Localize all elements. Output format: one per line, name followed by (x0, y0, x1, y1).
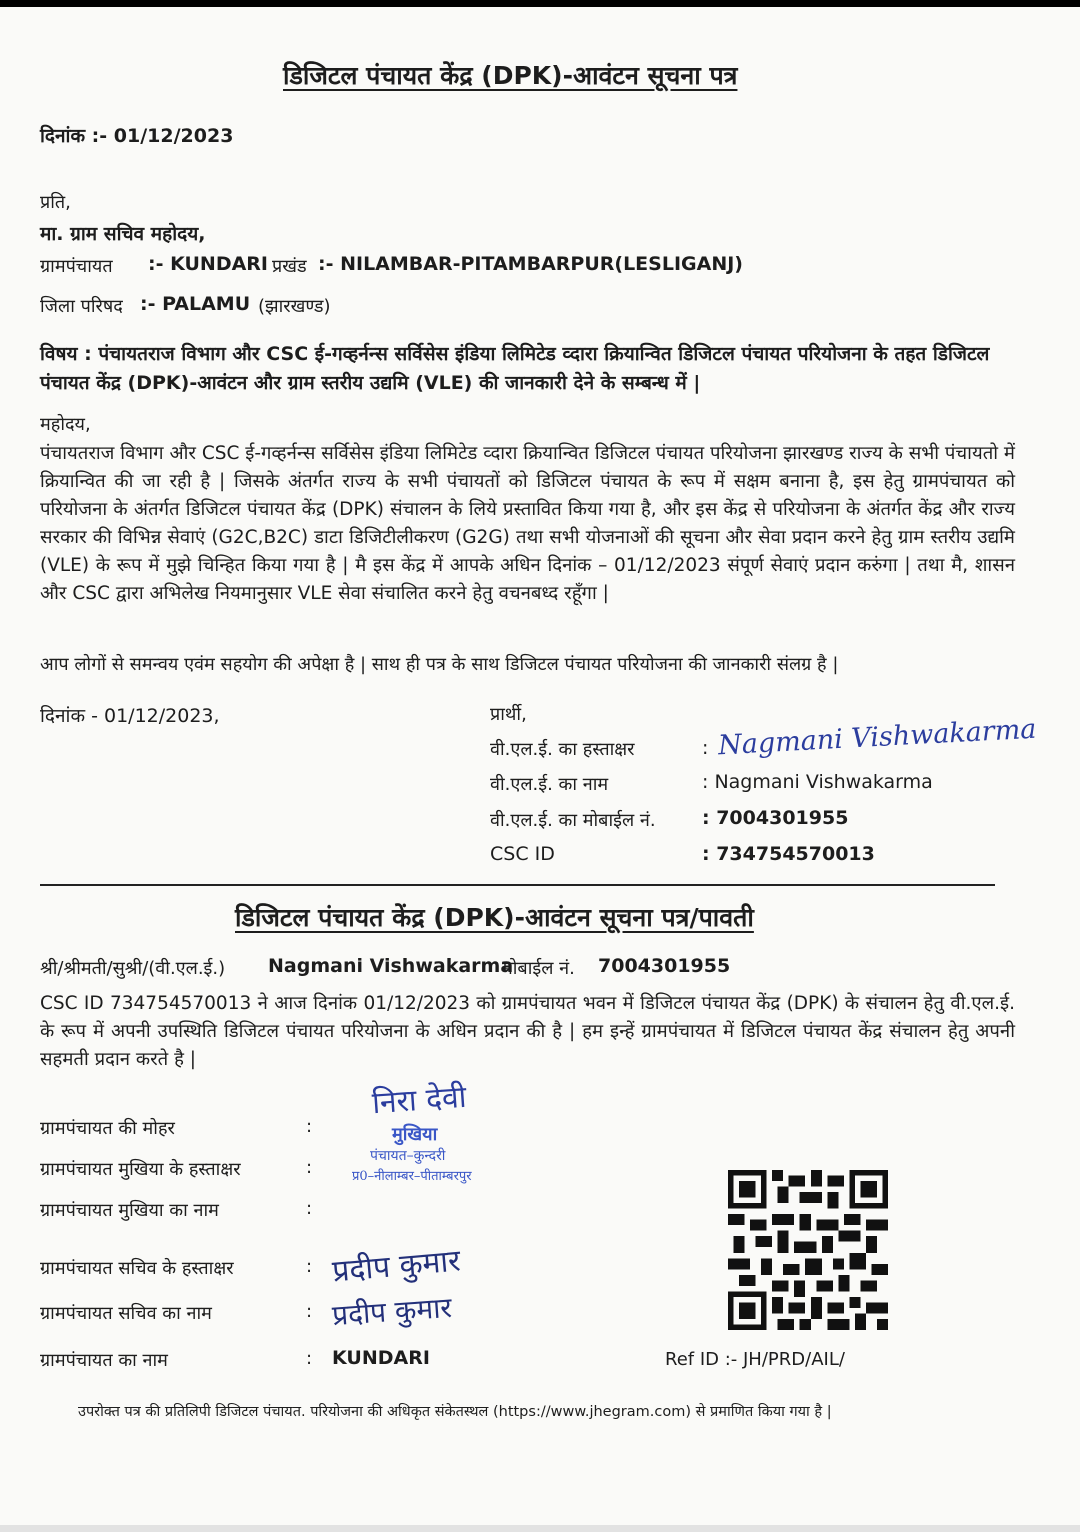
vle-signature-label: वी.एल.ई. का हस्ताक्षर (490, 739, 635, 760)
top-edge (0, 0, 1080, 7)
field-colon-secretary-signature: : (306, 1256, 313, 1277)
field-colon-mukhiya-signature: : (306, 1157, 313, 1178)
vle-name-value: : Nagmani Vishwakarma (702, 771, 933, 793)
field-label-mukhiya-name: ग्रामपंचायत मुखिया का नाम (40, 1200, 219, 1221)
csc-id-value: : 734754570013 (702, 843, 875, 865)
field-label-secretary-signature: ग्रामपंचायत सचिव के हस्ताक्षर (40, 1258, 234, 1279)
stamp-title: मुखिया (392, 1124, 438, 1145)
bottom-edge (0, 1525, 1080, 1532)
vle-mobile-label: वी.एल.ई. का मोबाईल नं. (490, 810, 656, 831)
ack-mobile: 7004301955 (598, 955, 731, 977)
salutation: महोदय, (40, 414, 91, 435)
vle-signature-colon: : (702, 737, 709, 759)
qr-code (728, 1170, 888, 1330)
to-line: प्रति, (40, 192, 71, 213)
csc-id-label: CSC ID (490, 843, 555, 865)
request-line: आप लोगों से समन्वय एवंम सहयोग की अपेक्षा है | साथ ही पत्र के साथ डिजिटल पंचायत परियोजना की जानकारी संलग्र है | (40, 654, 839, 675)
section-divider (40, 884, 995, 886)
gp-name-value: KUNDARI (332, 1347, 430, 1369)
ack-paragraph: CSC ID 734754570013 ने आज दिनांक 01/12/2023 को ग्रामपंचायत भवन में डिजिटल पंचायत केंद्र (DPK) के संचालन हेतु वी.एल.ई. के रूप में अपनी उपस्थिति डिजिटल पंचायत परियोजना के अधिन प्रदान की है | हम इन्हें ग्रामपंचायत में डिजिटल पंचायत केंद्र संचालन हेतु अपनी सहमती प्रदान करते है | (40, 993, 1015, 1070)
field-label-mukhiya-signature: ग्रामपंचायत मुखिया के हस्ताक्षर (40, 1159, 241, 1180)
state-label: (झारखण्ड) (258, 296, 331, 317)
mukhiya-signature: निरा देवी (371, 1079, 468, 1122)
field-label-gp-name: ग्रामपंचायत का नाम (40, 1350, 168, 1371)
gp-value: :- KUNDARI (148, 253, 268, 275)
secretary-name-signature: प्रदीप कुमार (331, 1290, 453, 1333)
vle-mobile-value: : 7004301955 (702, 807, 849, 829)
vle-signature: Nagmani Vishwakarma (717, 713, 1038, 762)
district-value: :- PALAMU (140, 293, 251, 315)
ack-prefix: श्री/श्रीमती/सुश्री/(वी.एल.ई.) (40, 958, 226, 979)
block-value: :- NILAMBAR-PITAMBARPUR(LESLIGANJ) (318, 253, 743, 275)
field-colon-mukhiya-name: : (306, 1198, 313, 1219)
sign-date: दिनांक - 01/12/2023, (40, 705, 220, 727)
ack-title: डिजिटल पंचायत केंद्र (DPK)-आवंटन सूचना पत्र/पावती (235, 903, 754, 932)
vle-name-label: वी.एल.ई. का नाम (490, 774, 609, 795)
footer-note: उपरोक्त पत्र की प्रतिलिपी डिजिटल पंचायत. परियोजना की अधिकृत संकेतस्थल (https://www.jhegram.com) से प्रमाणित किया गया है | (78, 1404, 832, 1420)
letter-title: डिजिटल पंचायत केंद्र (DPK)-आवंटन सूचना पत्र (283, 61, 738, 90)
gp-label: ग्रामपंचायत (40, 256, 113, 277)
secretary-signature: प्रदीप कुमार (330, 1243, 462, 1290)
field-label-secretary-name: ग्रामपंचायत सचिव का नाम (40, 1303, 212, 1324)
district-label: जिला परिषद (40, 296, 123, 317)
block-label: प्रखंड (272, 256, 307, 277)
field-colon-seal: : (306, 1116, 313, 1137)
stamp-block: प्र0–नीलाम्बर–पीताम्बरपुर (352, 1169, 472, 1184)
field-colon-gp-name: : (306, 1348, 313, 1369)
ack-vle-name: Nagmani Vishwakarma (268, 955, 514, 977)
body-paragraph: पंचायतराज विभाग और CSC ई-गव्हर्नन्स सर्विसेस इंडिया लिमिटेड व्दारा क्रियान्वित डिजिटल पंचायत परियोजना झारखण्ड राज्य के सभी पंचायतो में क्रियान्वित की जा रही है | जिसके अंतर्गत राज्य के सभी पंचायतों को डिजिटल पंचायत के रूप में सक्षम बनाना है, इस हेतु ग्रामपंचायत को परियोजना के अंतर्गत डिजिटल पंचायत केंद्र (DPK) संचालन के लिये प्रस्तावित किया गया है, और इस केंद्र से परियोजना के अंतर्गत केंद्र और राज्य सरकार की विभिन्न सेवाएं (G2C,B2C) डाटा डिजिटीलीकरण (G2G) तथा सभी योजनाओं की सूचना और सेवा प्रदान करने हेतु ग्राम स्तरीय उद्यमि (VLE) के रूप में मुझे चिन्हित किया गया है | मै इस केंद्र में आपके अधिन दिनांक – 01/12/2023 संपूर्ण सेवाएं प्रदान करुंगा | तथा मै, शासन और CSC द्वारा अभिलेख नियमानुसार VLE सेवा संचालित करने हेतु वचनबध्द रहूँगा | (40, 443, 1015, 604)
ack-mobile-label: मोबाईल नं. (502, 958, 575, 979)
subject-line: विषय : पंचायतराज विभाग और CSC ई-गव्हर्नन्स सर्विसेस इंडिया लिमिटेड व्दारा क्रियान्वित डिजिटल पंचायत परियोजना के तहत डिजिटल पंचायत केंद्र (DPK)-आवंटन और ग्राम स्तरीय उद्यमि (VLE) की जानकारी देने के सम्बन्ध में | (40, 343, 990, 394)
ref-id: Ref ID :- JH/PRD/AIL/ (665, 1349, 845, 1370)
letter-date: दिनांक :- 01/12/2023 (40, 125, 234, 147)
addressee: मा. ग्राम सचिव महोदय, (40, 223, 206, 245)
applicant-label: प्रार्थी, (490, 704, 527, 725)
stamp-panchayat: पंचायत–कुन्दरी (370, 1148, 446, 1164)
field-label-seal: ग्रामपंचायत की मोहर (40, 1118, 175, 1139)
field-colon-secretary-name: : (306, 1301, 313, 1322)
